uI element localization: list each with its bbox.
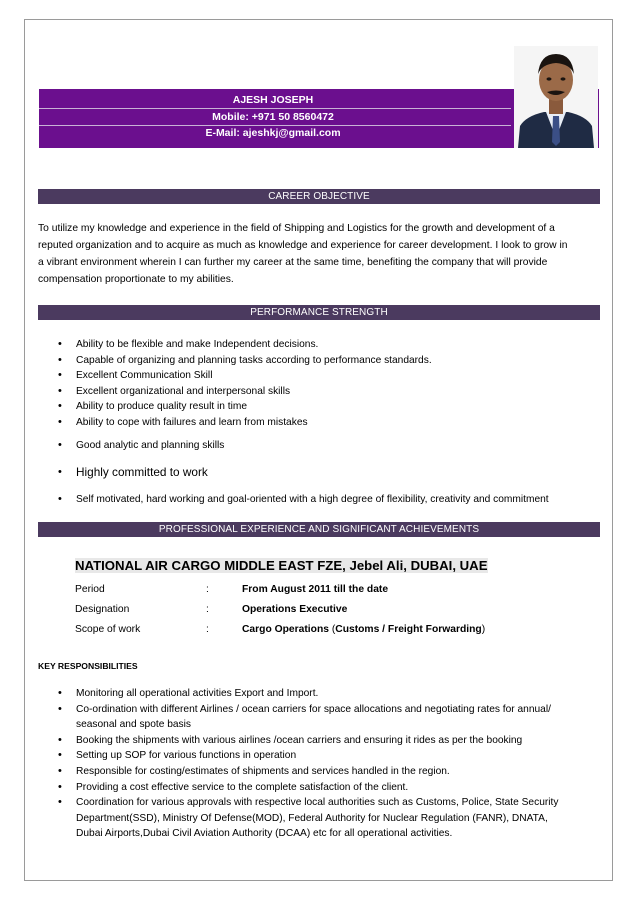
company-name: NATIONAL AIR CARGO MIDDLE EAST FZE, Jebel Ali, DUBAI, UAE [75, 558, 488, 573]
career-objective-line: reputed organization and to acquire as much as knowledge and experience for career development. I look to grow in [38, 240, 568, 251]
key-responsibilities-title: KEY RESPONSIBILITIES [38, 661, 138, 671]
list-item: • Ability to be flexible and make Independent decisions. [58, 337, 432, 353]
colon: : [206, 624, 209, 635]
list-item: • Responsible for costing/estimates of shipments and services handled in the region. [58, 764, 558, 780]
period-value: From August 2011 till the date [242, 584, 389, 595]
career-objective-text [38, 220, 603, 288]
list-item: • Capable of organizing and planning tasks according to performance standards. [58, 353, 432, 369]
email-address: E-Mail: ajeshkj@gmail.com [205, 127, 341, 139]
list-item: • Providing a cost effective service to the complete satisfaction of the client. [58, 780, 558, 796]
section-header-career-objective: CAREER OBJECTIVE [38, 189, 600, 204]
list-item: • Excellent Communication Skill [58, 368, 432, 384]
performance-list [58, 337, 432, 431]
career-objective-line: a vibrant environment wherein I can further my career at the same time, benefiting the company that will provide [38, 257, 548, 268]
list-item: • Setting up SOP for various functions in operation [58, 748, 558, 764]
scope-value: Cargo Operations (Customs / Freight Forwarding) [242, 624, 486, 635]
list-item: • Excellent organizational and interpersonal skills [58, 384, 432, 400]
period-label: Period [75, 584, 105, 595]
section-header-experience: PROFESSIONAL EXPERIENCE AND SIGNIFICANT ACHIEVEMENTS [38, 522, 600, 537]
performance-list [58, 492, 549, 508]
list-item: • Booking the shipments with various airlines /ocean carriers and ensuring it rides as per the booking [58, 733, 558, 749]
list-item: • Good analytic and planning skills [58, 438, 224, 454]
list-item: • Co-ordination with different Airlines / ocean carriers for space allocations and negotiating rates for annual/ seasonal and spote basis [58, 702, 558, 733]
list-item: • Ability to cope with failures and learn from mistakes [58, 415, 432, 431]
career-objective-line: compensation proportionate to my abilities. [38, 274, 234, 285]
candidate-name: AJESH JOSEPH [232, 94, 314, 106]
list-item: • Monitoring all operational activities Export and Import. [58, 686, 558, 702]
list-item: • Coordination for various approvals with respective local authorities such as Customs, Police, State Security Department(SSD), Ministry Of Defense(MOD), Federal Authority for Nuclear Regulation (FANR), DNATA, Dubai Airports,Dubai Civil Aviation Authority (DCAA) etc for all operational activities. [58, 795, 558, 842]
header-divider [39, 108, 511, 109]
career-objective-line: To utilize my knowledge and experience in the field of Shipping and Logistics for the growth and development of a [38, 223, 555, 234]
section-header-performance-strength: PERFORMANCE STRENGTH [38, 305, 600, 320]
list-item: • Ability to produce quality result in time [58, 399, 432, 415]
list-item: • Self motivated, hard working and goal-oriented with a high degree of flexibility, creativity and commitment [58, 492, 549, 508]
colon: : [206, 604, 209, 615]
performance-list [58, 438, 224, 454]
colon: : [206, 584, 209, 595]
designation-label: Designation [75, 604, 130, 615]
profile-photo [514, 46, 598, 148]
mobile-number: Mobile: +971 50 8560472 [212, 111, 334, 123]
performance-list [58, 465, 208, 481]
header-divider [39, 125, 511, 126]
list-item: • Highly committed to work [58, 465, 208, 481]
designation-value: Operations Executive [242, 604, 348, 615]
responsibilities-list [58, 686, 558, 842]
scope-label: Scope of work [75, 624, 141, 635]
